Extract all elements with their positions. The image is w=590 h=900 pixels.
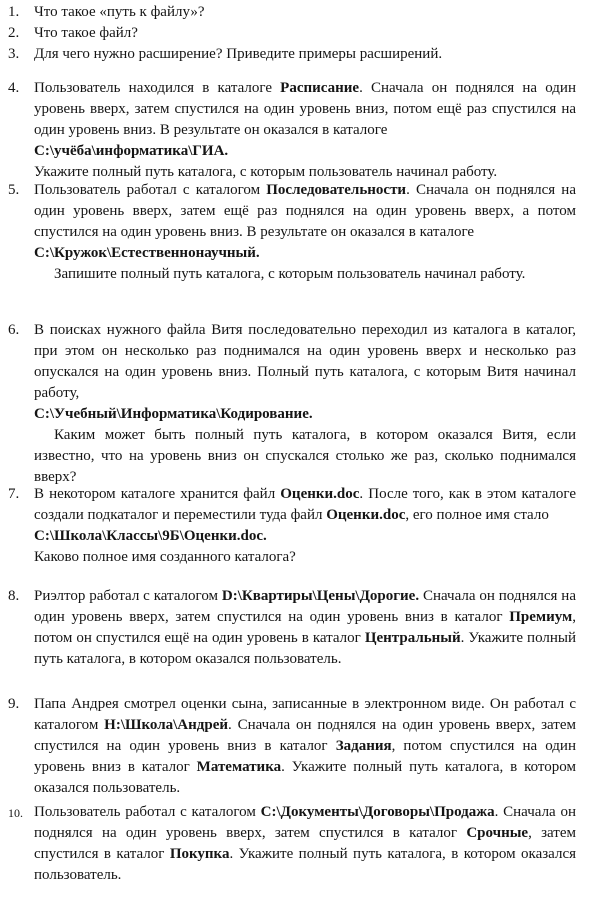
question-number: 3. [8,46,20,62]
task-number: 4. [8,80,20,96]
task-number: 8. [8,588,20,604]
task-8 [8,586,576,670]
task-number: 10. [8,806,23,820]
task-text: В некотором каталоге хранится файл Оценки.doc. После того, как в этом каталоге создали подкаталог и переместили туда файл Оценки.doc, его полное имя стало [34,486,576,523]
task-question: Каким может быть полный путь каталога, в котором оказался Витя, если известно, что на уровень вниз он спускался столько же раз, сколько поднимался вверх? [34,427,576,485]
question-text: Для чего нужно расширение? Приведите примеры расширений. [34,46,443,62]
task-question: Каково полное имя созданного каталога? [34,549,296,565]
task-9 [8,694,576,799]
task-number: 7. [8,486,20,502]
task-text: Пользователь работал с каталогом С:\Документы\Договоры\Продажа. Сначала он поднялся на один уровень вверх, затем спустился в каталог Срочные, затем спустился в каталог Покупка. Укажите полный путь каталога, в котором оказался пользователь. [34,804,576,883]
question-2 [8,23,576,44]
task-question: Запишите полный путь каталога, с которым пользователь начинал работу. [54,266,526,282]
task-question: Укажите полный путь каталога, с которым пользователь начинал работу. [34,164,498,180]
task-text: Папа Андрея смотрел оценки сына, записанные в электронном виде. Он работал с каталогом H:\Школа\Андрей. Сначала он поднялся на один уровень вверх, затем спустился на один уровень вниз в каталог Задания, потом спустился на один уровень вниз в каталог Математика. Укажите полный путь каталога, в котором оказался пользователь. [34,696,576,796]
question-1 [8,2,576,23]
directory-path: С:\учёба\информатика\ГИА. [34,143,229,159]
question-3 [8,44,576,65]
directory-path: С:\Учебный\Информатика\Кодирование. [34,406,313,422]
task-number: 9. [8,696,20,712]
task-number: 5. [8,182,20,198]
task-text: В поисках нужного файла Витя последовательно переходил из каталога в каталог, при этом он несколько раз поднимался на один уровень вверх и несколько раз опускался на один уровень вниз. Полный путь каталога, с которым Витя начинал работу, [34,322,576,401]
question-text: Что такое файл? [34,25,138,41]
task-6 [8,320,576,488]
task-10 [8,802,576,886]
directory-path: С:\Кружок\Естественнонаучный. [34,245,260,261]
task-4 [8,78,576,183]
task-number: 6. [8,322,20,338]
question-text: Что такое «путь к файлу»? [34,4,205,20]
task-text: Пользователь работал с каталогом Последовательности. Сначала он поднялся на один уровень вверх, затем ещё раз поднялся на один уровень вверх, а потом спустился на один уровень вниз. В результате он оказался в каталоге [34,182,576,240]
task-5 [8,180,576,285]
task-text: Пользователь находился в каталоге Расписание. Сначала он поднялся на один уровень вверх, затем спустился на один уровень вниз, потом ещё раз спустился на один уровень вниз. В результате он оказался в каталоге [34,80,576,138]
directory-path: С:\Школа\Классы\9Б\Оценки.doc. [34,528,267,544]
question-number: 2. [8,25,20,41]
question-number: 1. [8,4,20,20]
task-text: Риэлтор работал с каталогом D:\Квартиры\Цены\Дорогие. Сначала он поднялся на один уровень вверх, затем спустился на один уровень вниз в каталог Премиум, потом он спустился ещё на один уровень в каталог Центральный. Укажите полный путь каталога, в котором оказался пользователь. [34,588,576,667]
task-7 [8,484,576,568]
